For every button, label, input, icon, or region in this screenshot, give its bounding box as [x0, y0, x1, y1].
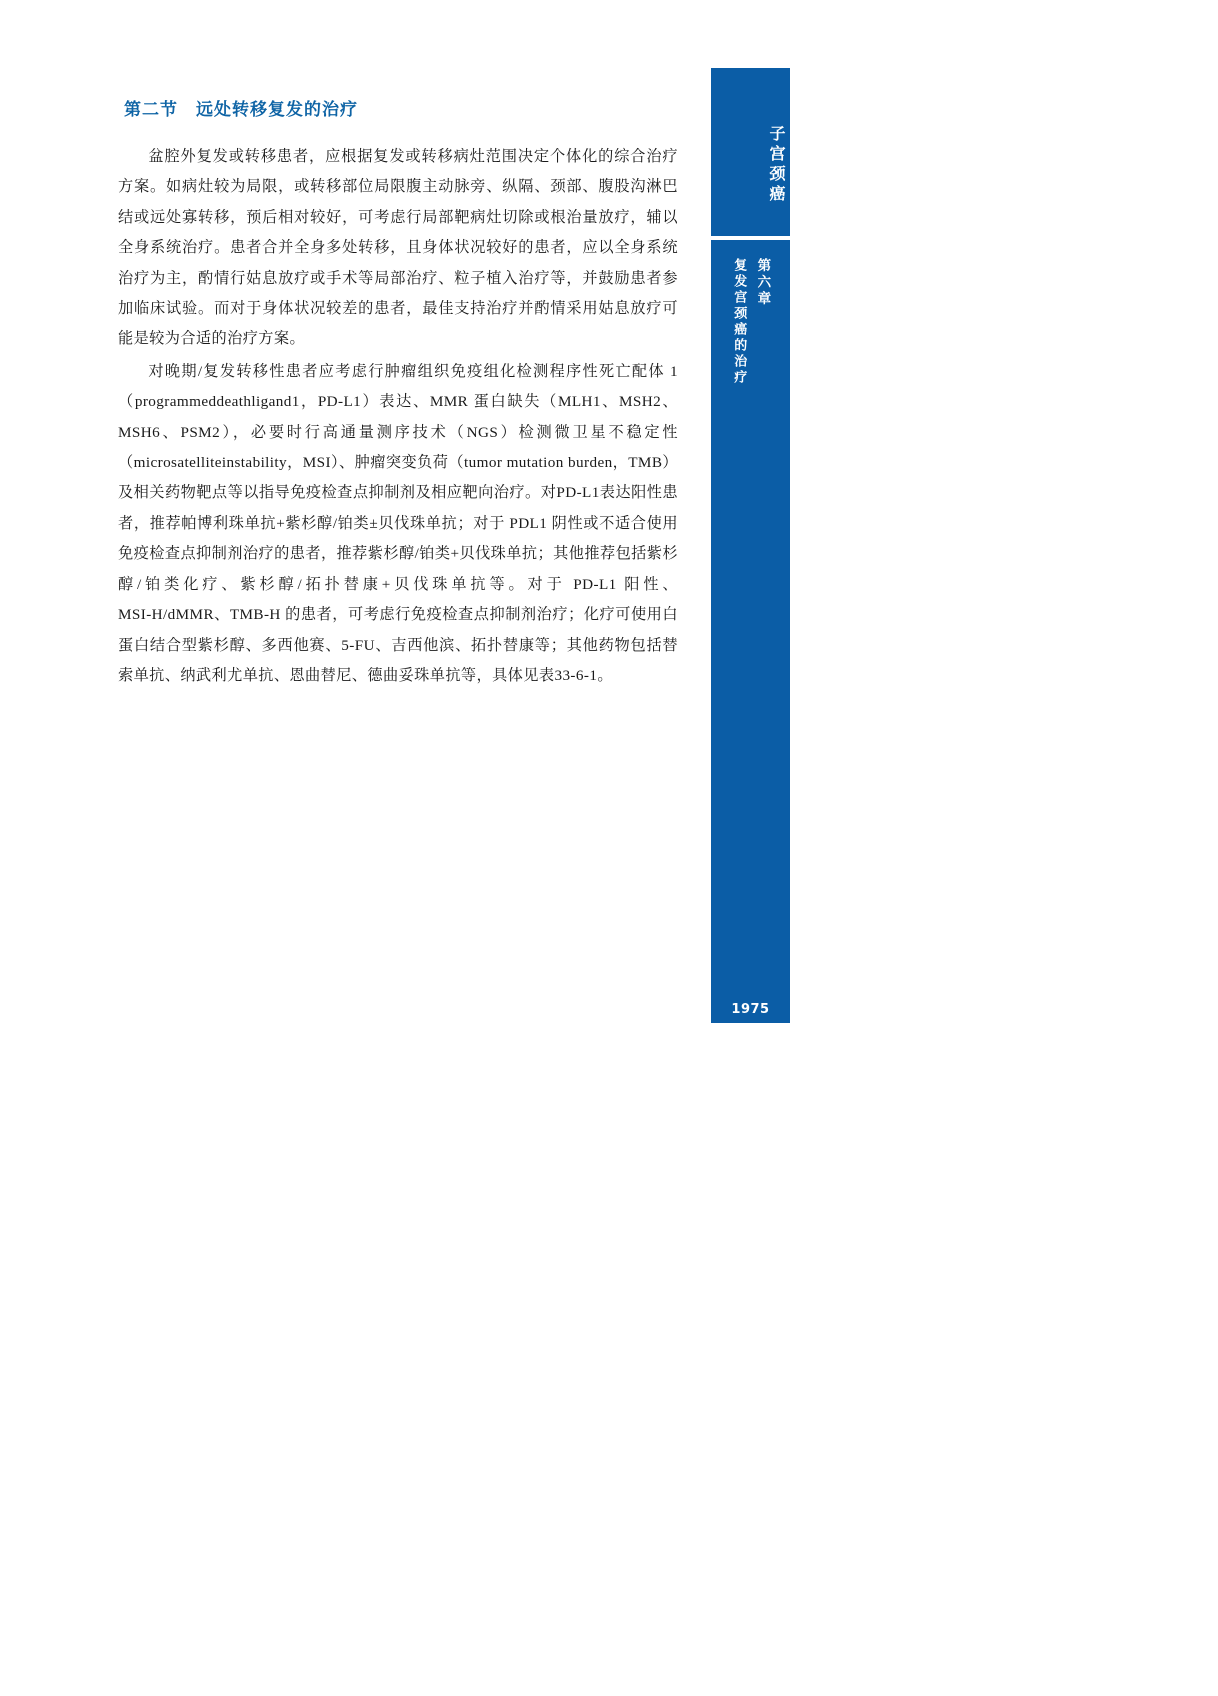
chapter-tab	[711, 240, 790, 1022]
text-column	[118, 95, 678, 691]
section-title-text: 远处转移复发的治疗	[196, 100, 358, 120]
paragraph: 对晚期/复发转移性患者应考虑行肿瘤组织免疫组化检测程序性死亡配体 1（programmeddeathligand1，PD‑L1）表达、MMR 蛋白缺失（MLH1、MSH2、MSH6、PSM2），必要时行高通量测序技术（NGS）检测微卫星不稳定性（microsatelliteinstability，MSI）、肿瘤突变负荷（tumor mutation burden，TMB）及相关药物靶点等以指导免疫检查点抑制剂及相应靶向治疗。对PD‑L1表达阳性患者，推荐帕博利珠单抗+紫杉醇/铂类±贝伐珠单抗；对于 PDL1 阴性或不适合使用免疫检查点抑制剂治疗的患者，推荐紫杉醇/铂类+贝伐珠单抗；其他推荐包括紫杉醇/铂类化疗、紫杉醇/拓扑替康+贝伐珠单抗等。对于 PD‑L1 阳性、MSI‑H/dMMR、TMB‑H 的患者，可考虑行免疫检查点抑制剂治疗；化疗可使用白蛋白结合型紫杉醇、多西他赛、5‑FU、吉西他滨、拓扑替康等；其他药物包括替索单抗、纳武利尤单抗、恩曲替尼、德曲妥珠单抗等，具体见表33‑6‑1。	[118, 362, 678, 684]
page-number: 1975	[711, 995, 790, 1023]
book-title-text: 子宫颈癌	[767, 125, 786, 205]
book-title-tab	[711, 68, 790, 236]
chapter-label: 第六章	[754, 258, 771, 308]
section-label: 第二节	[124, 100, 178, 120]
page-title	[118, 95, 678, 120]
paragraph: 盆腔外复发或转移患者，应根据复发或转移病灶范围决定个体化的综合治疗方案。如病灶较为局限，或转移部位局限腹主动脉旁、纵隔、颈部、腹股沟淋巴结或远处寡转移，预后相对较好，可考虑行局部靶病灶切除或根治量放疗，辅以全身系统治疗。患者合并全身多处转移，且身体状况较好的患者，应以全身系统治疗为主，酌情行姑息放疗或手术等局部治疗、粒子植入治疗等，并鼓励患者参加临床试验。而对于身体状况较差的患者，最佳支持治疗并酌情采用姑息放疗可能是较为合适的治疗方案。	[118, 148, 678, 348]
chapter-title: 复发宫颈癌的治疗	[731, 258, 747, 386]
